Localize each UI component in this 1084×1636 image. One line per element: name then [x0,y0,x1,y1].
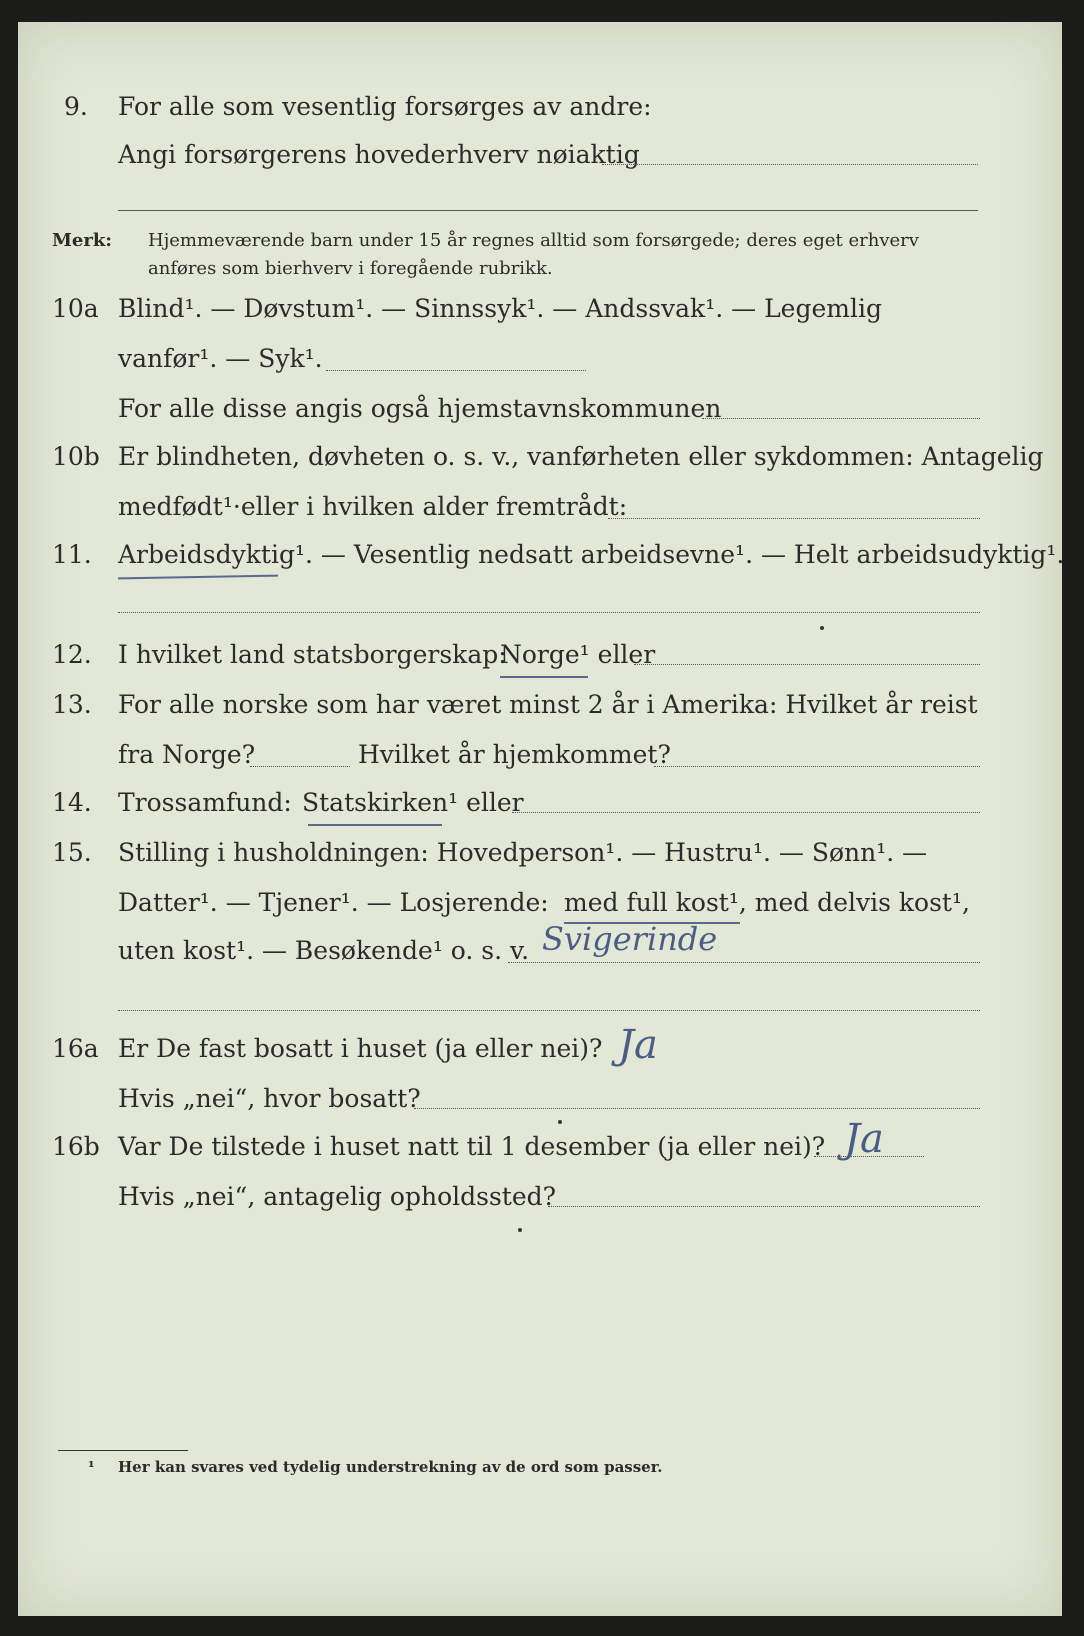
census-form-page [18,22,1065,1616]
q15-text-line2b: med full kost¹, med delvis kost¹, [564,888,970,917]
q10a-row-3 [18,394,1062,430]
q15-text-line2a: Datter¹. — Tjener¹. — Losjerende: [118,888,549,917]
q16b-text-line1: Var De tilstede i huset natt til 1 desember (ja eller nei)? [118,1132,826,1161]
q14-row [18,788,1062,824]
q14-label: Trossamfund: [118,788,292,817]
q10b-answer-line [608,518,980,519]
q11-row [18,540,1065,576]
q10a-number: 10a [52,294,99,323]
q10a-kommune-line [702,418,980,419]
q10a-row [18,294,1062,330]
q14-option: Statskirken¹ eller [302,788,524,817]
q14-answer-line [512,812,980,813]
q9-row [18,92,1062,128]
ink-speck [558,1120,562,1124]
q14-number: 14. [52,788,92,817]
q16a-text-line2: Hvis „nei“, hvor bosatt? [118,1084,421,1113]
q16b-row [18,1132,1062,1168]
q15-row [18,838,1062,874]
q9-text-line1: For alle som vesentlig forsørges av andre: [118,92,652,121]
q10b-row [18,442,1062,478]
merk-label: Merk: [52,230,112,251]
q15-handwritten-answer: Svigerinde [542,920,718,958]
q12-number: 12. [52,640,92,669]
q10b-text-line1: Er blindheten, døvheten o. s. v., vanførheten eller sykdommen: Antagelig [118,442,1044,471]
q9-text-line2: Angi forsørgerens hovederhverv nøiaktig [118,140,640,169]
q16a-answer-line [414,1108,980,1109]
footnote-rule [58,1450,188,1451]
q16b-handwritten-answer: Ja [844,1116,884,1162]
q15-text-line1: Stilling i husholdningen: Hovedperson¹. — Hustru¹. — Sønn¹. — [118,838,928,867]
q12-handwritten-underline [500,676,588,678]
q12-answer-line [634,664,980,665]
q11-number: 11. [52,540,92,569]
q15-answer-line-2 [118,1010,980,1011]
q10b-text-line2: medfødt¹·eller i hvilken alder fremtrådt: [118,492,628,521]
q16b-text-line2: Hvis „nei“, antagelig opholdssted? [118,1182,557,1211]
q12-text: I hvilket land statsborgerskap: [118,640,507,669]
q9-answer-line [602,164,978,165]
q13-row [18,690,1062,726]
q15-row-3 [18,936,1062,972]
q9-row-2 [18,140,1062,176]
q10a-text-line1: Blind¹. — Døvstum¹. — Sinnssyk¹. — Andssvak¹. — Legemlig [118,294,882,323]
q10a-answer-line [326,370,586,371]
merk-text-line1: Hjemmeværende barn under 15 år regnes alltid som forsørgede; deres eget erhverv [148,230,919,251]
q13-text-line2b: Hvilket år hjemkommet? [358,740,671,769]
q13-text-line2a: fra Norge? [118,740,256,769]
q16a-row [18,1034,1062,1070]
q12-row [18,640,1062,676]
q13-number: 13. [52,690,92,719]
q16a-handwritten-answer: Ja [618,1022,658,1068]
q16b-answer-line [814,1156,924,1157]
q10a-text-line2: vanfør¹. — Syk¹. [118,344,323,373]
q13-row-2 [18,740,1062,776]
q10a-text-line3: For alle disse angis også hjemstavnskommunen [118,394,722,423]
q11-text-line1: Arbeidsdyktig¹. — Vesentlig nedsatt arbeidsevne¹. — Helt arbeidsudyktig¹. [118,540,1065,569]
q15-row-2 [18,888,1062,924]
merk-text-line2: anføres som bierhverv i foregående rubrikk. [148,258,553,279]
q16b-number: 16b [52,1132,100,1161]
q16b-opholdssted-line [548,1206,980,1207]
ink-speck [518,1228,522,1232]
q10b-number: 10b [52,442,100,471]
q16a-text-line1: Er De fast bosatt i huset (ja eller nei)? [118,1034,603,1063]
q16b-row-2 [18,1182,1062,1218]
footnote-text: Her kan svares ved tydelig understrekning av de ord som passer. [118,1458,663,1476]
q15-answer-line [508,962,980,963]
q16a-row-2 [18,1084,1062,1120]
q9-answer-line-2 [118,210,978,211]
q13-reist-line [250,766,350,767]
q9-number: 9. [64,92,88,121]
q13-hjemkommet-line [654,766,980,767]
q16a-number: 16a [52,1034,99,1063]
q11-answer-line [118,612,980,613]
q15-text-line3: uten kost¹. — Besøkende¹ o. s. v. [118,936,530,965]
q10a-row-2 [18,344,1062,380]
q14-handwritten-underline [308,824,442,826]
q15-number: 15. [52,838,92,867]
ink-speck [820,626,824,630]
q13-text-line1: For alle norske som har været minst 2 år i Amerika: Hvilket år reist [118,690,978,719]
footnote-mark: ¹ [88,1458,95,1476]
q12-option: Norge¹ eller [500,640,656,669]
q10b-row-2 [18,492,1062,528]
